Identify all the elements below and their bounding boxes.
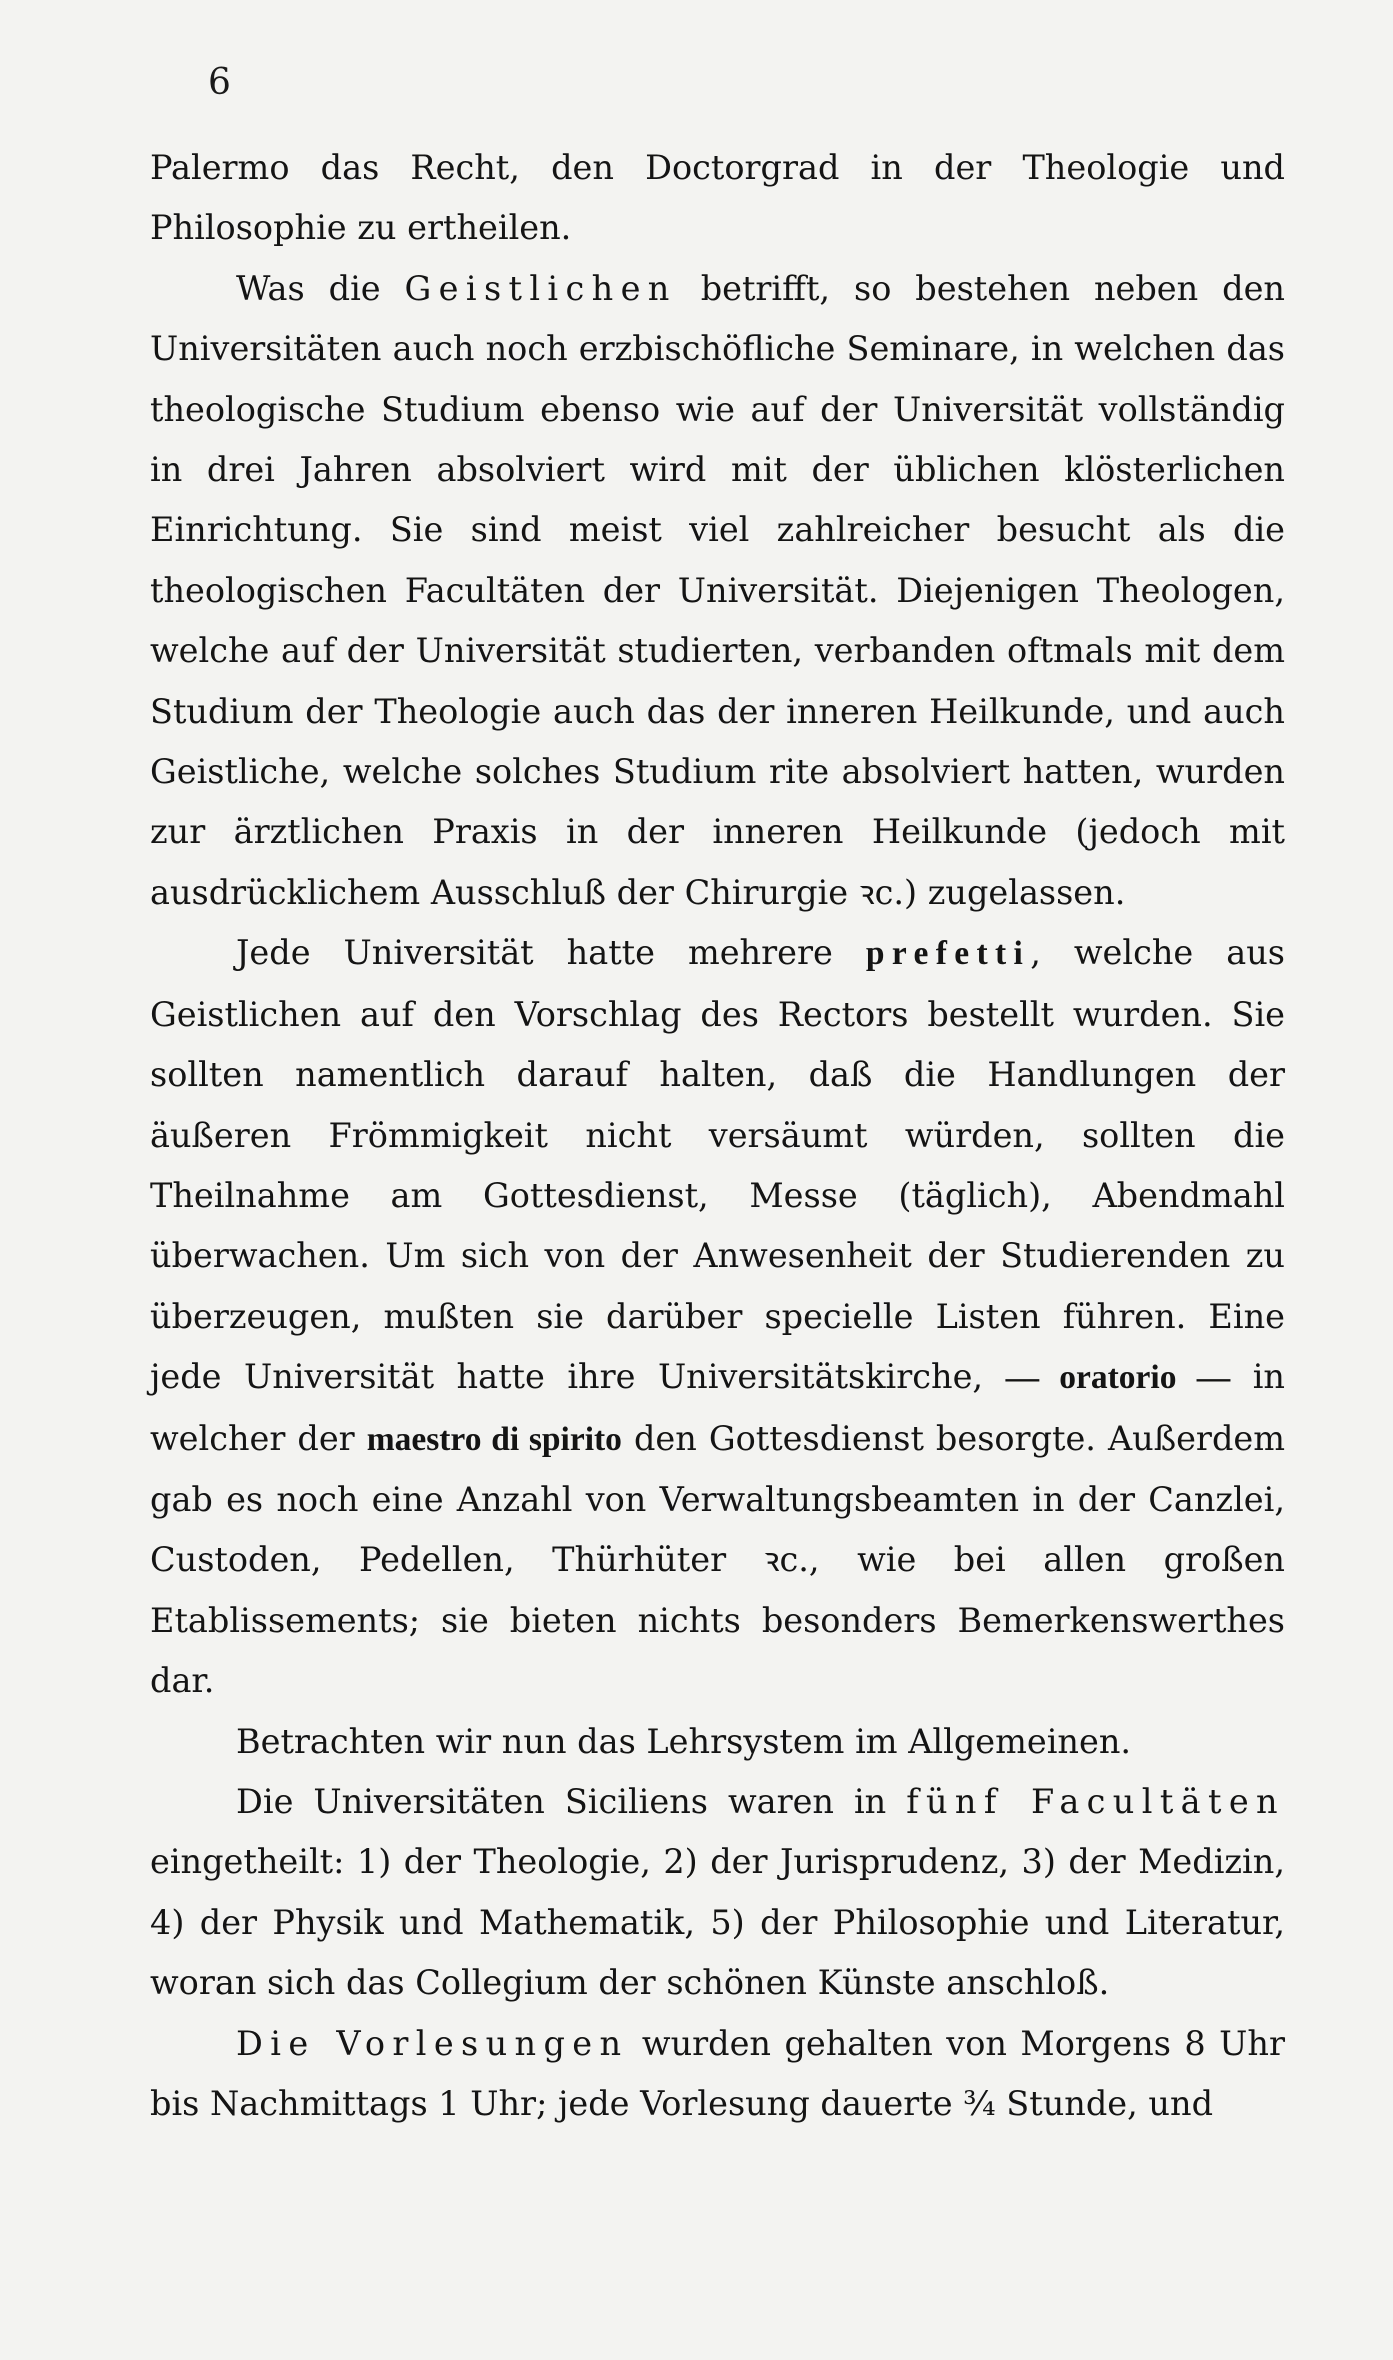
paragraph-facultaeten	[150, 1772, 1285, 2014]
paragraph-vorlesungen	[150, 2014, 1285, 2135]
body-text	[150, 138, 1285, 2134]
paragraph-prefetti	[150, 923, 1285, 1711]
emphasis-text: maestro di spirito	[366, 1420, 622, 1458]
emphasis-text: Geistlichen	[404, 268, 677, 308]
paragraph-text: Palermo das Recht, den Doctorgrad in der Theologie und Philosophie zu ertheilen.	[150, 148, 1285, 248]
paragraph-text: wurden gehalten von Morgens 8 Uhr bis Nachmittags 1 Uhr; jede Vorlesung dauerte ¾ Stunde, und	[150, 2023, 1285, 2123]
paragraph-text: Was die	[236, 268, 405, 308]
paragraph-lehrsystem	[150, 1712, 1285, 1772]
emphasis-text: — oratorio —	[1005, 1359, 1231, 1397]
page-number: 6	[208, 62, 231, 103]
paragraph-text: eingetheilt: 1) der Theologie, 2) der Jurisprudenz, 3) der Medizin, 4) der Physik und Mathematik, 5) der Philosophie und Literatur, woran sich das Collegium der schönen Künste anschloß.	[150, 1842, 1285, 2003]
paragraph-text: betrifft, so bestehen neben den Universitäten auch noch erzbischöfliche Seminare, in welchen das theologische Studium ebenso wie auf der Universität vollständig in drei Jahren absolviert wird mit der üblichen klösterlichen Einrichtung. Sie sind meist viel zahlreicher besucht als die theologischen Facultäten der Universität. Diejenigen Theologen, welche auf der Universität studierten, verbanden oftmals mit dem Studium der Theologie auch das der inneren Heilkunde, und auch Geistliche, welche solches Studium rite absolviert hatten, wurden zur ärztlichen Praxis in der inneren Heilkunde (jedoch mit ausdrücklichem Ausschluß der Chirurgie ꝛc.) zugelassen.	[150, 268, 1285, 912]
paragraph-text: , welche aus Geistlichen auf den Vorschlag des Rectors bestellt wurden. Sie sollten namentlich darauf halten, daß die Handlungen der äußeren Frömmigkeit nicht versäumt würden, sollten die Theilnahme am Gottesdienst, Messe (täglich), Abendmahl überwachen. Um sich von der Anwesenheit der Studierenden zu überzeugen, mußten sie darüber specielle Listen führen. Eine jede Universität hatte ihre Universitätskirche,	[150, 933, 1285, 1397]
paragraph-continuation	[150, 138, 1285, 259]
paragraph-text: in welcher der	[150, 1357, 1285, 1458]
paragraph-clergy	[150, 259, 1285, 923]
paragraph-text: Die Universitäten Siciliens waren in	[236, 1781, 907, 1821]
emphasis-text: fünf Facultäten	[906, 1781, 1285, 1821]
emphasis-text: Die Vorlesungen	[236, 2023, 629, 2063]
paragraph-text: Betrachten wir nun das Lehrsystem im Allgemeinen.	[236, 1721, 1132, 1761]
paragraph-text: den Gottesdienst besorgte. Außerdem gab es noch eine Anzahl von Verwaltungsbeamten in der Canzlei, Custoden, Pedellen, Thürhüter ꝛc., wie bei allen großen Etablissements; sie bieten nichts besonders Bemerkenswerthes dar.	[150, 1418, 1285, 1701]
emphasis-text: prefetti	[865, 935, 1031, 973]
paragraph-text: Jede Universität hatte mehrere	[236, 933, 866, 973]
